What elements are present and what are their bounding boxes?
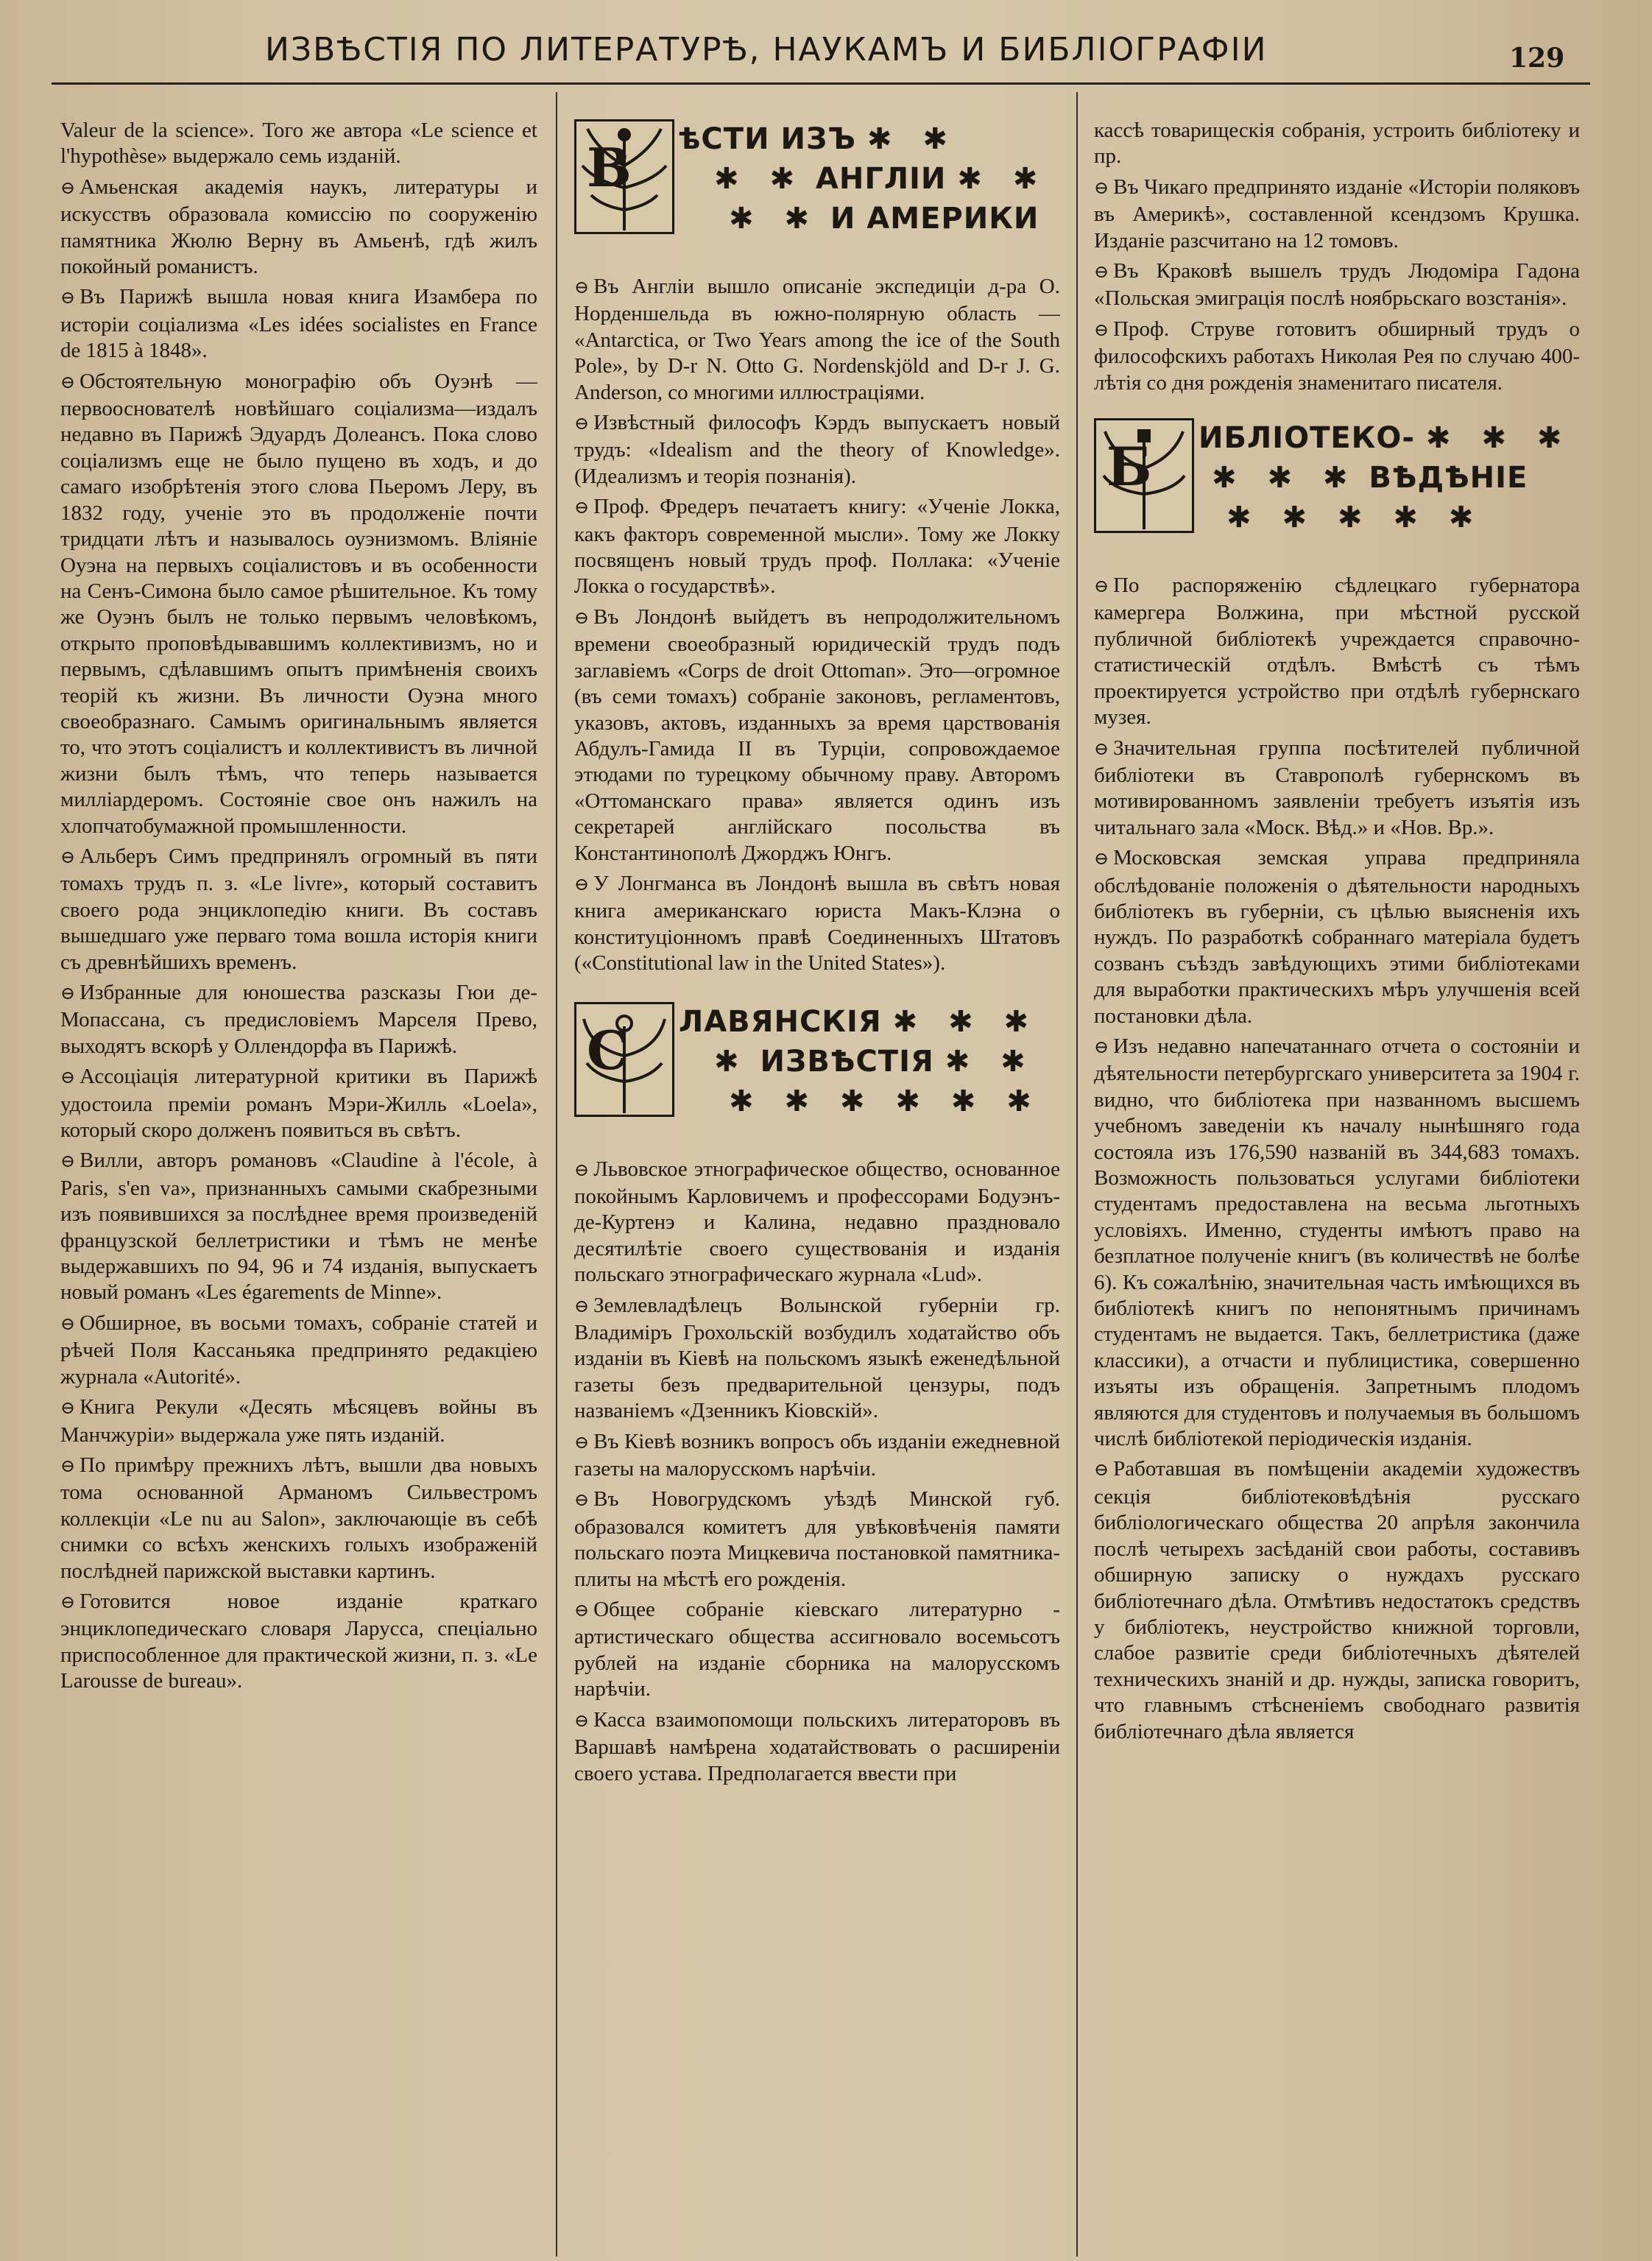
bullet-mark-icon: ⊖ xyxy=(1094,577,1109,597)
column-rule-1 xyxy=(556,92,557,2257)
section-heading-library xyxy=(1094,418,1580,558)
news-paragraph xyxy=(574,1157,1060,1288)
stars-ornament: ✱ ✱ xyxy=(729,202,819,236)
bullet-mark-icon: ⊖ xyxy=(574,1491,590,1511)
ornament-initial-icon xyxy=(574,119,674,234)
news-paragraph xyxy=(1094,1456,1580,1744)
bullet-mark-icon: ⊖ xyxy=(60,1068,76,1088)
initial-letter: Б xyxy=(1106,435,1152,498)
stars-ornament: ✱ ✱ ✱ xyxy=(1212,461,1358,495)
paragraph-text: Въ Англіи вышло описаніе экспедиціи д-ра О. Норденшельда въ южно-полярную область — «Antarctica, or Two Years among the ice of the South Pole», by D-r N. Otto G. Nordenskjöld and D-r J. G. Anderson, со многими иллюстраціями. xyxy=(574,275,1060,404)
header-rule xyxy=(52,82,1590,85)
running-head: ИЗВѢСТІЯ ПО ЛИТЕРАТУРѢ, НАУКАМЪ И БИБЛІОГРАФІИ xyxy=(265,31,1268,68)
news-paragraph xyxy=(60,118,537,170)
paragraph-text: Въ Краковѣ вышелъ трудъ Людоміра Гадона «Польская эмиграція послѣ ноябрьскаго возстанія». xyxy=(1094,259,1580,311)
news-paragraph xyxy=(60,1394,537,1448)
bullet-mark-icon: ⊖ xyxy=(574,1433,590,1453)
news-paragraph xyxy=(574,1597,1060,1703)
news-paragraph xyxy=(1094,845,1580,1029)
heading-line-3: И АМЕРИКИ xyxy=(830,202,1039,236)
news-paragraph xyxy=(60,1148,537,1305)
bullet-mark-icon: ⊖ xyxy=(60,847,76,867)
paragraph-text: Въ Чикаго предпринято изданіе «Исторіи поляковъ въ Америкѣ», составленной ксендзомъ Крушка. Изданіе разсчитано на 12 томовъ. xyxy=(1094,174,1580,253)
bullet-mark-icon: ⊖ xyxy=(574,278,590,297)
bullet-mark-icon: ⊖ xyxy=(60,1152,76,1172)
paragraph-text: Въ Новогрудскомъ уѣздѣ Минской губ. образовался комитетъ для увѣковѣченія памяти польскаго поэта Мицкевича постановкой памятника-плиты на мѣстѣ его рожденія. xyxy=(574,1487,1060,1591)
bullet-mark-icon: ⊖ xyxy=(574,1297,590,1316)
england-news xyxy=(574,274,1060,977)
news-paragraph xyxy=(60,844,537,976)
paragraph-text: Землевладѣлецъ Волынской губерніи гр. Владиміръ Грохольскій возбудилъ ходатайство объ изданіи въ Кіевѣ на польскомъ языкѣ еженедѣльной газеты безъ предварительной цензуры, подъ названіемъ «Дзенникъ Кіовскій». xyxy=(574,1293,1060,1423)
heading-line-1: ѣСТИ ИЗЪ xyxy=(679,122,856,156)
stars-ornament: ✱ ✱ ✱ xyxy=(892,1004,1039,1039)
bullet-mark-icon: ⊖ xyxy=(60,1399,76,1419)
stars-ornament: ✱ ✱ xyxy=(714,162,805,196)
heading-line-2: ВѢДѢНІЕ xyxy=(1369,461,1528,495)
bullet-mark-icon: ⊖ xyxy=(574,1711,590,1731)
bullet-mark-icon: ⊖ xyxy=(1094,850,1109,870)
paragraph-text: Амьенская академія наукъ, литературы и искусствъ образовала комиссію по сооруженію памятника Жюлю Верну въ Амьенѣ, гдѣ жилъ покойный романистъ. xyxy=(60,174,537,279)
news-paragraph xyxy=(574,274,1060,406)
paragraph-text: Общее собраніе кіевскаго литературно - артистическаго общества ассигновало восемьсотъ рублей на изданіе сборника на малорусскомъ нарѣчіи. xyxy=(574,1598,1060,1701)
news-paragraph xyxy=(60,369,537,839)
news-paragraph xyxy=(574,871,1060,977)
paragraph-text: Значительная группа посѣтителей публичной библіотеки въ Ставрополѣ губернскомъ въ мотивированномъ заявленіи требуетъ изъятія изъ читальнаго зала «Моск. Вѣд.» и «Нов. Вр.». xyxy=(1094,736,1580,839)
paragraph-text: Готовится новое изданіе краткаго энциклопедическаго словаря Ларусса, спеціально приспособленное для практической жизни, п. з. «Le Larousse de bureau». xyxy=(60,1589,537,1693)
news-paragraph xyxy=(574,410,1060,490)
column-1 xyxy=(60,118,537,2253)
paragraph-text: Въ Парижѣ вышла новая книга Изамбера по исторіи соціализма «Les idées socialistes en France de 1815 à 1848». xyxy=(60,285,537,363)
paragraph-text: кассѣ товарищескія собранія, устроить библіотеку и пр. xyxy=(1094,119,1580,169)
column-rule-2 xyxy=(1076,92,1078,2257)
paragraph-text: Обширное, въ восьми томахъ, собраніе статей и рѣчей Поля Кассаньяка предпринято редакціею журнала «Autorité». xyxy=(60,1311,537,1389)
stars-ornament: ✱ ✱ ✱ ✱ ✱ xyxy=(1226,501,1484,535)
paragraph-text: Работавшая въ помѣщеніи академіи художествъ секція библіотековѣдѣнія русскаго библіологическаго общества 20 апрѣля закончила послѣ четырехъ засѣданій свои работы, составивъ обширную записку о нуждахъ русскаго библіотечнаго дѣла. Отмѣтивъ недостатокъ средствъ у библіотекъ, неустройство книжной торговли, слабое развитіе среди библіотечныхъ дѣятелей техническихъ знаній и др. нужды, записка говоритъ, что главнымъ стѣсненіемъ свободнаго развитія библіотечнаго дѣла является xyxy=(1094,1457,1580,1743)
bullet-mark-icon: ⊖ xyxy=(1094,320,1109,340)
news-paragraph xyxy=(574,494,1060,600)
paragraph-text: Изъ недавно напечатаннаго отчета о состояніи и дѣятельности петербургскаго университета за 1904 г. видно, что библіотека при названномъ высшемъ учебномъ заведеніи къ началу нынѣшняго года состояла изъ 176,590 названій въ 344,683 томахъ. Возможность пользоваться услугами библіотеки студентамъ предоставлена на весьма льготныхъ условіяхъ. Именно, студенты имѣютъ право на безплатное полученіе книгъ (въ количествѣ не болѣе 6). Къ сожалѣнію, значительная часть имѣющихся въ библіотекѣ книгъ по непонятнымъ причинамъ студентамъ не выдается. Такъ, беллетристика (даже классики), а отчасти и публицистика, совершенно изъяты изъ обращенія. Запретнымъ плодомъ являются для студентовъ и получаемыя въ большомъ числѣ библіотекой періодическія изданія. xyxy=(1094,1034,1580,1451)
news-paragraph xyxy=(574,1293,1060,1425)
bullet-mark-icon: ⊖ xyxy=(60,289,76,308)
paragraph-text: По распоряженію сѣдлецкаго губернатора камергера Волжина, при мѣстной русской публичной библіотекѣ учреждается справочно-статистическій отдѣлъ. Вмѣстѣ съ тѣмъ проектируется устройство при отдѣлѣ губернскаго музея. xyxy=(1094,574,1580,730)
paragraph-text: Въ Лондонѣ выйдетъ въ непродолжительномъ времени своеобразный юридическій трудъ подъ заглавіемъ «Corps de droit Ottoman». Это—огромное (въ семи томахъ) собраніе законовъ, регламентовъ, указовъ, актовъ, изданныхъ за время царствованія Абдулъ-Гамида II въ Турціи, сопровождаемое этюдами по турецкому обычному праву. Авторомъ «Оттоманскаго права» является одинъ изъ секретарей англійскаго посольства въ Константинополѣ Джорджъ Юнгъ. xyxy=(574,604,1060,865)
paragraph-text: Valeur de la science». Того же автора «Le science et l'hypothèse» выдержало семь изданій. xyxy=(60,119,537,169)
bullet-mark-icon: ⊖ xyxy=(60,1314,76,1334)
paragraph-text: Вилли, авторъ романовъ «Claudine à l'école, à Paris, s'en va», признанныхъ самыми скабрезными изъ появившихся за послѣднее время произведеній французской беллетристики и тѣмъ не менѣе выдержавшихъ по 94, 96 и 74 изданія, выпускаетъ новый романъ «Les égarements de Minne». xyxy=(60,1149,537,1305)
heading-line-1: ИБЛІОТЕКО- xyxy=(1199,421,1415,456)
news-paragraph xyxy=(1094,1034,1580,1453)
ornament-initial-icon xyxy=(574,1002,674,1117)
bullet-mark-icon: ⊖ xyxy=(574,415,590,434)
library-news xyxy=(1094,573,1580,1745)
news-paragraph xyxy=(1094,174,1580,254)
page-number: 129 xyxy=(1509,43,1565,74)
news-paragraph xyxy=(1094,258,1580,312)
ornament-initial-icon xyxy=(1094,418,1194,533)
bullet-mark-icon: ⊖ xyxy=(574,875,590,895)
stars-ornament: ✱ ✱ ✱ xyxy=(1425,421,1572,456)
news-paragraph xyxy=(574,1707,1060,1787)
section-heading-slavic xyxy=(574,1002,1060,1142)
bullet-mark-icon: ⊖ xyxy=(1094,739,1109,759)
paragraph-text: Московская земская управа предприняла обслѣдованіе положенія о дѣятельности народныхъ библіотекъ въ губерніи, съ цѣлью выясненія ихъ нуждъ. По разработкѣ собраннаго матеріала будетъ созванъ съѣздъ завѣдующихъ этими библіотеками для выработки практическихъ мѣръ улучшенія всей постановки дѣла. xyxy=(1094,846,1580,1028)
paragraph-text: Альберъ Симъ предпринялъ огромный въ пяти томахъ трудъ п. з. «Le livre», который составитъ своего рода энциклопедію книги. Въ составъ вышедшаго уже перваго тома вошла исторія книги съ древнѣйшихъ временъ. xyxy=(60,844,537,974)
slavic-news xyxy=(574,1157,1060,1787)
paragraph-text: Избранные для юношества разсказы Гюи де-Мопассана, съ предисловіемъ Марселя Прево, выходятъ вскорѣ у Оллендорфа въ Парижѣ. xyxy=(60,981,537,1058)
paragraph-text: Проф. Фредеръ печатаетъ книгу: «Ученіе Локка, какъ факторъ современной мысли». Тому же Локку посвященъ новый трудъ проф. Поллака: «Ученіе Локка о государствѣ». xyxy=(574,495,1060,599)
bullet-mark-icon: ⊖ xyxy=(574,1601,590,1621)
heading-line-2: АНГЛІИ xyxy=(815,162,947,196)
bullet-mark-icon: ⊖ xyxy=(60,1592,76,1612)
paragraph-text: Книга Рекули «Десять мѣсяцевъ войны въ Манчжуріи» выдержала уже пять изданій. xyxy=(60,1395,537,1447)
paragraph-text: Въ Кіевѣ возникъ вопросъ объ изданіи ежедневной газеты на малорусскомъ нарѣчіи. xyxy=(574,1429,1060,1481)
bullet-mark-icon: ⊖ xyxy=(60,1456,76,1476)
news-paragraph xyxy=(1094,118,1580,170)
news-paragraph xyxy=(60,284,537,364)
column-3-top-items xyxy=(1094,118,1580,396)
stars-ornament: ✱ ✱ ✱ ✱ ✱ ✱ xyxy=(729,1084,1042,1118)
paragraph-text: Касса взаимопомощи польскихъ литераторовъ въ Варшавѣ намѣрена ходатайствовать о расширеніи своего устава. Предполагается ввести при xyxy=(574,1707,1060,1785)
bullet-mark-icon: ⊖ xyxy=(60,984,76,1003)
paragraph-text: Львовское этнографическое общество, основанное покойнымъ Карловичемъ и профессорами Бодуэнъ-де-Куртенэ и Калина, недавно праздновало десятилѣтіе своего существованія и изданія польскаго этнографическаго журнала «Lud». xyxy=(574,1157,1060,1287)
stars-ornament: ✱ ✱ xyxy=(957,162,1048,196)
paragraph-text: Обстоятельную монографію объ Оуэнѣ — первооснователѣ новѣйшаго соціализма—издалъ недавно въ Парижѣ Эдуардъ Долеансъ. Пока слово соціализмъ еще не было пущено въ ходъ, и до самаго изобрѣтенія этого слова Пьеромъ Леру, въ 1832 году, ученіе это въ продолженіе почти тридцати лѣтъ и называлось оуэнизмомъ. Вліяніе Оуэна на первыхъ соціалистовъ и въ особенности на Сенъ-Симона было самое рѣшительное. Къ тому же Оуэнъ былъ не только первымъ человѣкомъ, открыто проповѣдывавшимъ коллективизмъ, но и первымъ, сдѣлавшимъ опытъ примѣненія своихъ теорій къ жизни. Въ личности Оуэна много своеобразнаго. Самымъ оригинальнымъ является то, что этотъ соціалистъ и коллективистъ въ личной жизни былъ тѣмъ, что теперь называется милліардеромъ. Состояніе свое онъ нажилъ на хлопчатобумажной промышленности. xyxy=(60,369,537,838)
paragraph-text: Извѣстный философъ Кэрдъ выпускаетъ новый трудъ: «Idealism and the theory of Knowledge». (Идеализмъ и теорія познанія). xyxy=(574,411,1060,488)
bullet-mark-icon: ⊖ xyxy=(574,608,590,628)
news-paragraph xyxy=(60,1064,537,1143)
news-paragraph xyxy=(60,1589,537,1695)
stars-ornament: ✱ ✱ xyxy=(866,122,958,156)
news-paragraph xyxy=(60,980,537,1059)
paragraph-text: Ассоціація литературной критики въ Парижѣ удостоила преміи романъ Мэри-Жилль «Loela», который скоро долженъ появиться въ свѣтъ. xyxy=(60,1065,537,1143)
news-paragraph xyxy=(574,1429,1060,1483)
news-paragraph xyxy=(60,174,537,281)
paragraph-text: Проф. Струве готовитъ обширный трудъ о философскихъ работахъ Николая Рея по случаю 400-лѣтія со дня рожденія знаменитаго писателя. xyxy=(1094,317,1580,395)
news-paragraph xyxy=(60,1311,537,1390)
news-paragraph xyxy=(1094,573,1580,730)
news-paragraph xyxy=(574,1486,1060,1592)
heading-line-1: ЛАВЯНСКІЯ xyxy=(679,1004,882,1039)
section-heading-england xyxy=(574,119,1060,259)
bullet-mark-icon: ⊖ xyxy=(574,1160,590,1180)
bullet-mark-icon: ⊖ xyxy=(1094,1037,1109,1057)
news-paragraph xyxy=(574,604,1060,867)
news-paragraph xyxy=(60,1453,537,1584)
column-2 xyxy=(574,118,1060,2253)
bullet-mark-icon: ⊖ xyxy=(1094,1461,1109,1481)
news-paragraph xyxy=(1094,736,1580,842)
news-paragraph xyxy=(1094,317,1580,396)
initial-letter: В xyxy=(587,136,632,199)
bullet-mark-icon: ⊖ xyxy=(1094,263,1109,283)
paragraph-text: По примѣру прежнихъ лѣтъ, вышли два новыхъ тома основанной Арманомъ Сильвестромъ коллекціи «Le nu au Salon», заключающіе въ себѣ снимки со всѣхъ женскихъ голыхъ изображеній послѣдней парижской выставки картинъ. xyxy=(60,1453,537,1583)
initial-letter: С xyxy=(587,1018,629,1082)
stars-ornament: ✱ xyxy=(714,1044,749,1079)
stars-ornament: ✱ ✱ xyxy=(945,1044,1036,1079)
heading-line-2: ИЗВѢСТІЯ xyxy=(760,1044,934,1079)
paragraph-text: У Лонгманса въ Лондонѣ вышла въ свѣтъ новая книга американскаго юриста Макъ-Клэна о конституціонномъ правѣ Соединенныхъ Штатовъ («Constitutional law in the United States»). xyxy=(574,871,1060,976)
bullet-mark-icon: ⊖ xyxy=(60,373,76,392)
column-3 xyxy=(1094,118,1580,2253)
bullet-mark-icon: ⊖ xyxy=(1094,178,1109,198)
bullet-mark-icon: ⊖ xyxy=(574,498,590,518)
bullet-mark-icon: ⊖ xyxy=(60,178,76,198)
